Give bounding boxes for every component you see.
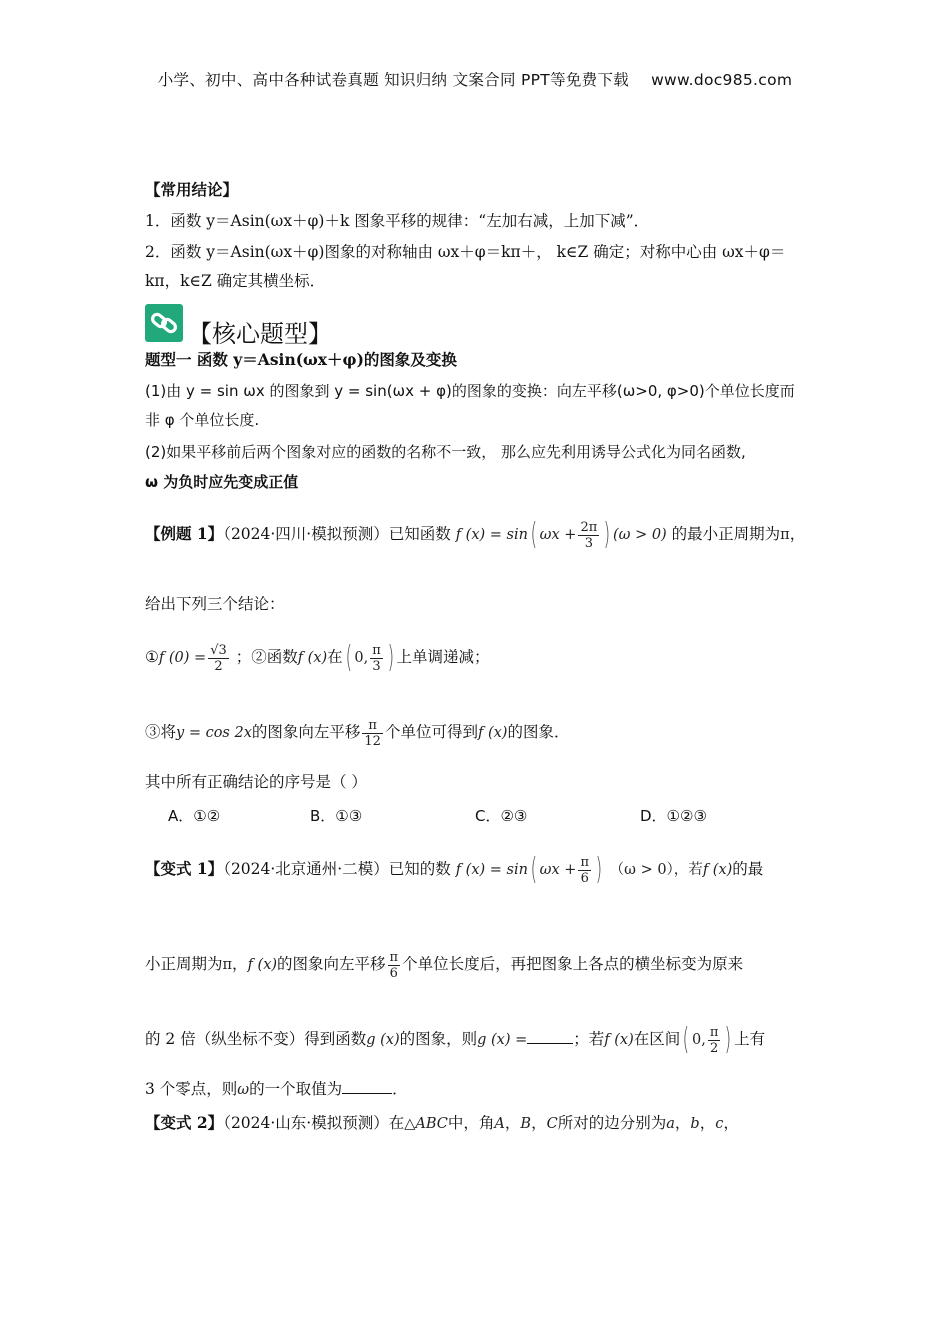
- option-b[interactable]: B．①③: [310, 807, 363, 825]
- variant1-label: 【变式 1】: [145, 859, 224, 878]
- c1-lhs: f (0) =: [158, 650, 207, 666]
- paren-open: (: [530, 517, 538, 552]
- option-c[interactable]: C．②③: [475, 807, 528, 825]
- example1-frac-num: 2π: [580, 519, 598, 535]
- example1-func-arg: ωx +: [539, 527, 577, 543]
- core-title: 【核心题型】: [188, 320, 332, 348]
- example1-given: 给出下列三个结论：: [145, 595, 285, 613]
- variant1-l3-a: 的 2 倍（纵坐标不变）得到函数: [145, 1030, 367, 1048]
- paren-close: ): [387, 640, 394, 675]
- variant1-frac: [578, 855, 591, 886]
- variant2-B: B: [520, 1116, 532, 1132]
- conclusion-item-1: 1．函数 y＝Asin(ωx＋φ)＋k 图象平移的规律：“左加右减，上加下减”．: [145, 212, 650, 230]
- c3-b: 的图象向左平移: [251, 723, 361, 741]
- paren-close: ): [595, 852, 603, 887]
- variant1-fx: f (x): [702, 862, 733, 878]
- c1-int-a: 0,: [354, 650, 369, 666]
- header-site: www.doc985.com: [651, 71, 793, 89]
- answer-blank-1[interactable]: [527, 1029, 573, 1044]
- paren-open: (: [682, 1022, 690, 1057]
- variant2-sa: a: [666, 1116, 675, 1132]
- paragraph-1b: 非 φ 个单位长度.: [145, 411, 260, 429]
- variant1-source: （2024·北京通州·二模）已知的数: [223, 860, 451, 878]
- example1-func-lhs: f (x) = sin: [455, 527, 528, 543]
- example1-cond: (ω > 0): [612, 527, 667, 543]
- example1-conclusions-line: [145, 637, 490, 678]
- variant1-func-arg: ωx +: [539, 862, 577, 878]
- variant1-func-lhs: f (x) = sin: [455, 862, 528, 878]
- example1-label: 【例题 1】: [145, 524, 224, 543]
- c1-fx: f (x): [297, 650, 328, 666]
- variant1-l2-fx: f (x): [247, 957, 278, 973]
- option-d[interactable]: D．①②③: [640, 807, 707, 825]
- type1-title: 题型一 函数 y＝Asin(ωx＋φ)的图象及变换: [145, 350, 457, 369]
- paragraph-1a: (1)由 y = sin ωx 的图象到 y = sin(ωx + φ)的图象的变换：向左平移(ω>0, φ>0)个单位长度而: [145, 382, 795, 400]
- variant1-l2-den: 6: [388, 965, 401, 981]
- variant2-sep2: ，: [531, 1114, 547, 1132]
- c1-int-den: 3: [370, 658, 383, 674]
- answer-blank-2[interactable]: [342, 1079, 392, 1094]
- example1-frac-den: 3: [578, 535, 599, 551]
- c1-frac-num: √3: [210, 642, 227, 658]
- paragraph-2a: (2)如果平移前后两个图象对应的函数的名称不一致， 那么应先利用诱导公式化为同名函数,: [145, 443, 746, 461]
- c3-frac-num: π: [368, 717, 377, 733]
- variant1-l3-b: 的图象，则: [399, 1030, 478, 1048]
- variant1-frac-den: 6: [578, 870, 591, 886]
- c1-sep: ；②函数: [235, 648, 298, 666]
- variant1-l3-gx: g (x): [366, 1032, 400, 1048]
- variant1-l4-a: 3 个零点，则: [145, 1080, 238, 1098]
- header-text: 小学、初中、高中各种试卷真题 知识归纳 文案合同 PPT等免费下载: [157, 71, 630, 89]
- variant2-tri: △ABC: [404, 1116, 448, 1132]
- c3-func: y = cos 2x: [176, 725, 252, 741]
- example1-c3-line: [145, 712, 569, 753]
- variant1-cond: （ω > 0），若: [609, 862, 703, 878]
- c1-frac-den: 2: [208, 658, 229, 674]
- variant2-source: （2024·山东·模拟预测）在: [223, 1114, 405, 1132]
- variant1-line4: [145, 1079, 408, 1100]
- paren-close: ): [725, 1022, 732, 1057]
- variant1-l4-w: ω: [237, 1082, 250, 1098]
- variant2-end: ，: [723, 1114, 739, 1132]
- c3-frac: [362, 718, 383, 749]
- conclusion-item-2a: 2．函数 y＝Asin(ωx＋φ)图象的对称轴由 ωx＋φ＝kπ＋， k∈Z 确定；对称中心由 ωx＋φ＝: [145, 243, 786, 261]
- variant2-sc: c: [715, 1116, 724, 1132]
- variant1-line3: [145, 1019, 765, 1060]
- example1-question: 其中所有正确结论的序号是（ ）: [145, 773, 367, 791]
- variant1-line1: [145, 849, 763, 890]
- variant1-l3-fx: f (x): [604, 1032, 634, 1048]
- variant1-l3-int-den: 2: [708, 1040, 721, 1056]
- variant1-l2-a: 小正周期为: [145, 955, 223, 973]
- variant2-sep4: ，: [699, 1114, 716, 1132]
- variant1-line2: [145, 944, 743, 985]
- variant1-l3-c: ；若: [573, 1030, 605, 1048]
- variant1-l3-e: 上有: [734, 1030, 766, 1048]
- c1-frac: [208, 643, 229, 674]
- variant1-l2-d: 个单位长度后，再把图象上各点的横坐标变为原来: [402, 955, 744, 973]
- paren-close: ): [603, 517, 611, 552]
- option-a[interactable]: A．①②: [168, 807, 221, 825]
- example1-line1: [145, 516, 805, 553]
- c3-c: 个单位可得到: [384, 723, 478, 741]
- variant2-C: C: [546, 1116, 558, 1132]
- paren-open: (: [345, 640, 352, 675]
- example1-after: 的最小正周期为: [671, 525, 781, 543]
- c3-a: ③将: [145, 723, 177, 741]
- example1-source: （2024·四川·模拟预测）已知函数: [223, 525, 451, 543]
- example1-pi: π: [780, 527, 790, 543]
- link-icon: [145, 304, 183, 342]
- variant1-l2-c: 的图象向左平移: [277, 955, 386, 973]
- c1-int-frac: [370, 643, 383, 674]
- variant2-b: 所对的边分别为: [557, 1114, 667, 1132]
- variant1-l2-pi: π: [222, 957, 233, 973]
- c3-frac-den: 12: [364, 733, 381, 749]
- page-header: [0, 68, 950, 90]
- variant2-a: 中，角: [447, 1114, 495, 1132]
- variant2-sep1: ，: [504, 1114, 521, 1132]
- variant1-l3-gx2: g (x) =: [477, 1032, 528, 1048]
- variant1-tail: 的最: [732, 860, 764, 878]
- variant2-sb: b: [690, 1116, 700, 1132]
- conclusion-item-2b: kπ，k∈Z 确定其横坐标．: [145, 272, 326, 290]
- variant1-l4-c: ．: [392, 1080, 408, 1098]
- c1-in: 在: [327, 648, 343, 666]
- example1-comma: ，: [789, 525, 806, 543]
- c1-mark: ①: [145, 648, 159, 666]
- variant1-l2-frac: [388, 950, 401, 981]
- variant1-frac-num: π: [580, 854, 589, 870]
- variant1-l3-int-num: π: [709, 1024, 719, 1040]
- c1-int-num: π: [372, 642, 381, 658]
- c3-fx: f (x): [477, 725, 508, 741]
- variant1-l2-num: π: [389, 949, 399, 965]
- conclusions-title: 【常用结论】: [145, 181, 239, 199]
- variant2-line1: [145, 1113, 739, 1134]
- paren-open: (: [530, 852, 538, 887]
- variant1-l3-int-a: 0,: [692, 1032, 706, 1048]
- variant1-l3-frac: [708, 1025, 721, 1056]
- variant1-l3-d: 在区间: [633, 1030, 681, 1048]
- variant2-A: A: [494, 1116, 505, 1132]
- example1-frac: [578, 520, 599, 551]
- variant1-l4-b: 的一个取值为: [249, 1080, 343, 1098]
- c1-end: 上单调递减；: [396, 648, 490, 666]
- paragraph-2b: ω 为负时应先变成正值: [145, 473, 299, 491]
- variant2-label: 【变式 2】: [145, 1113, 224, 1132]
- variant2-sep3: ，: [674, 1114, 691, 1132]
- c3-d: 的图象．: [507, 723, 570, 741]
- variant1-l2-b: ，: [232, 955, 248, 973]
